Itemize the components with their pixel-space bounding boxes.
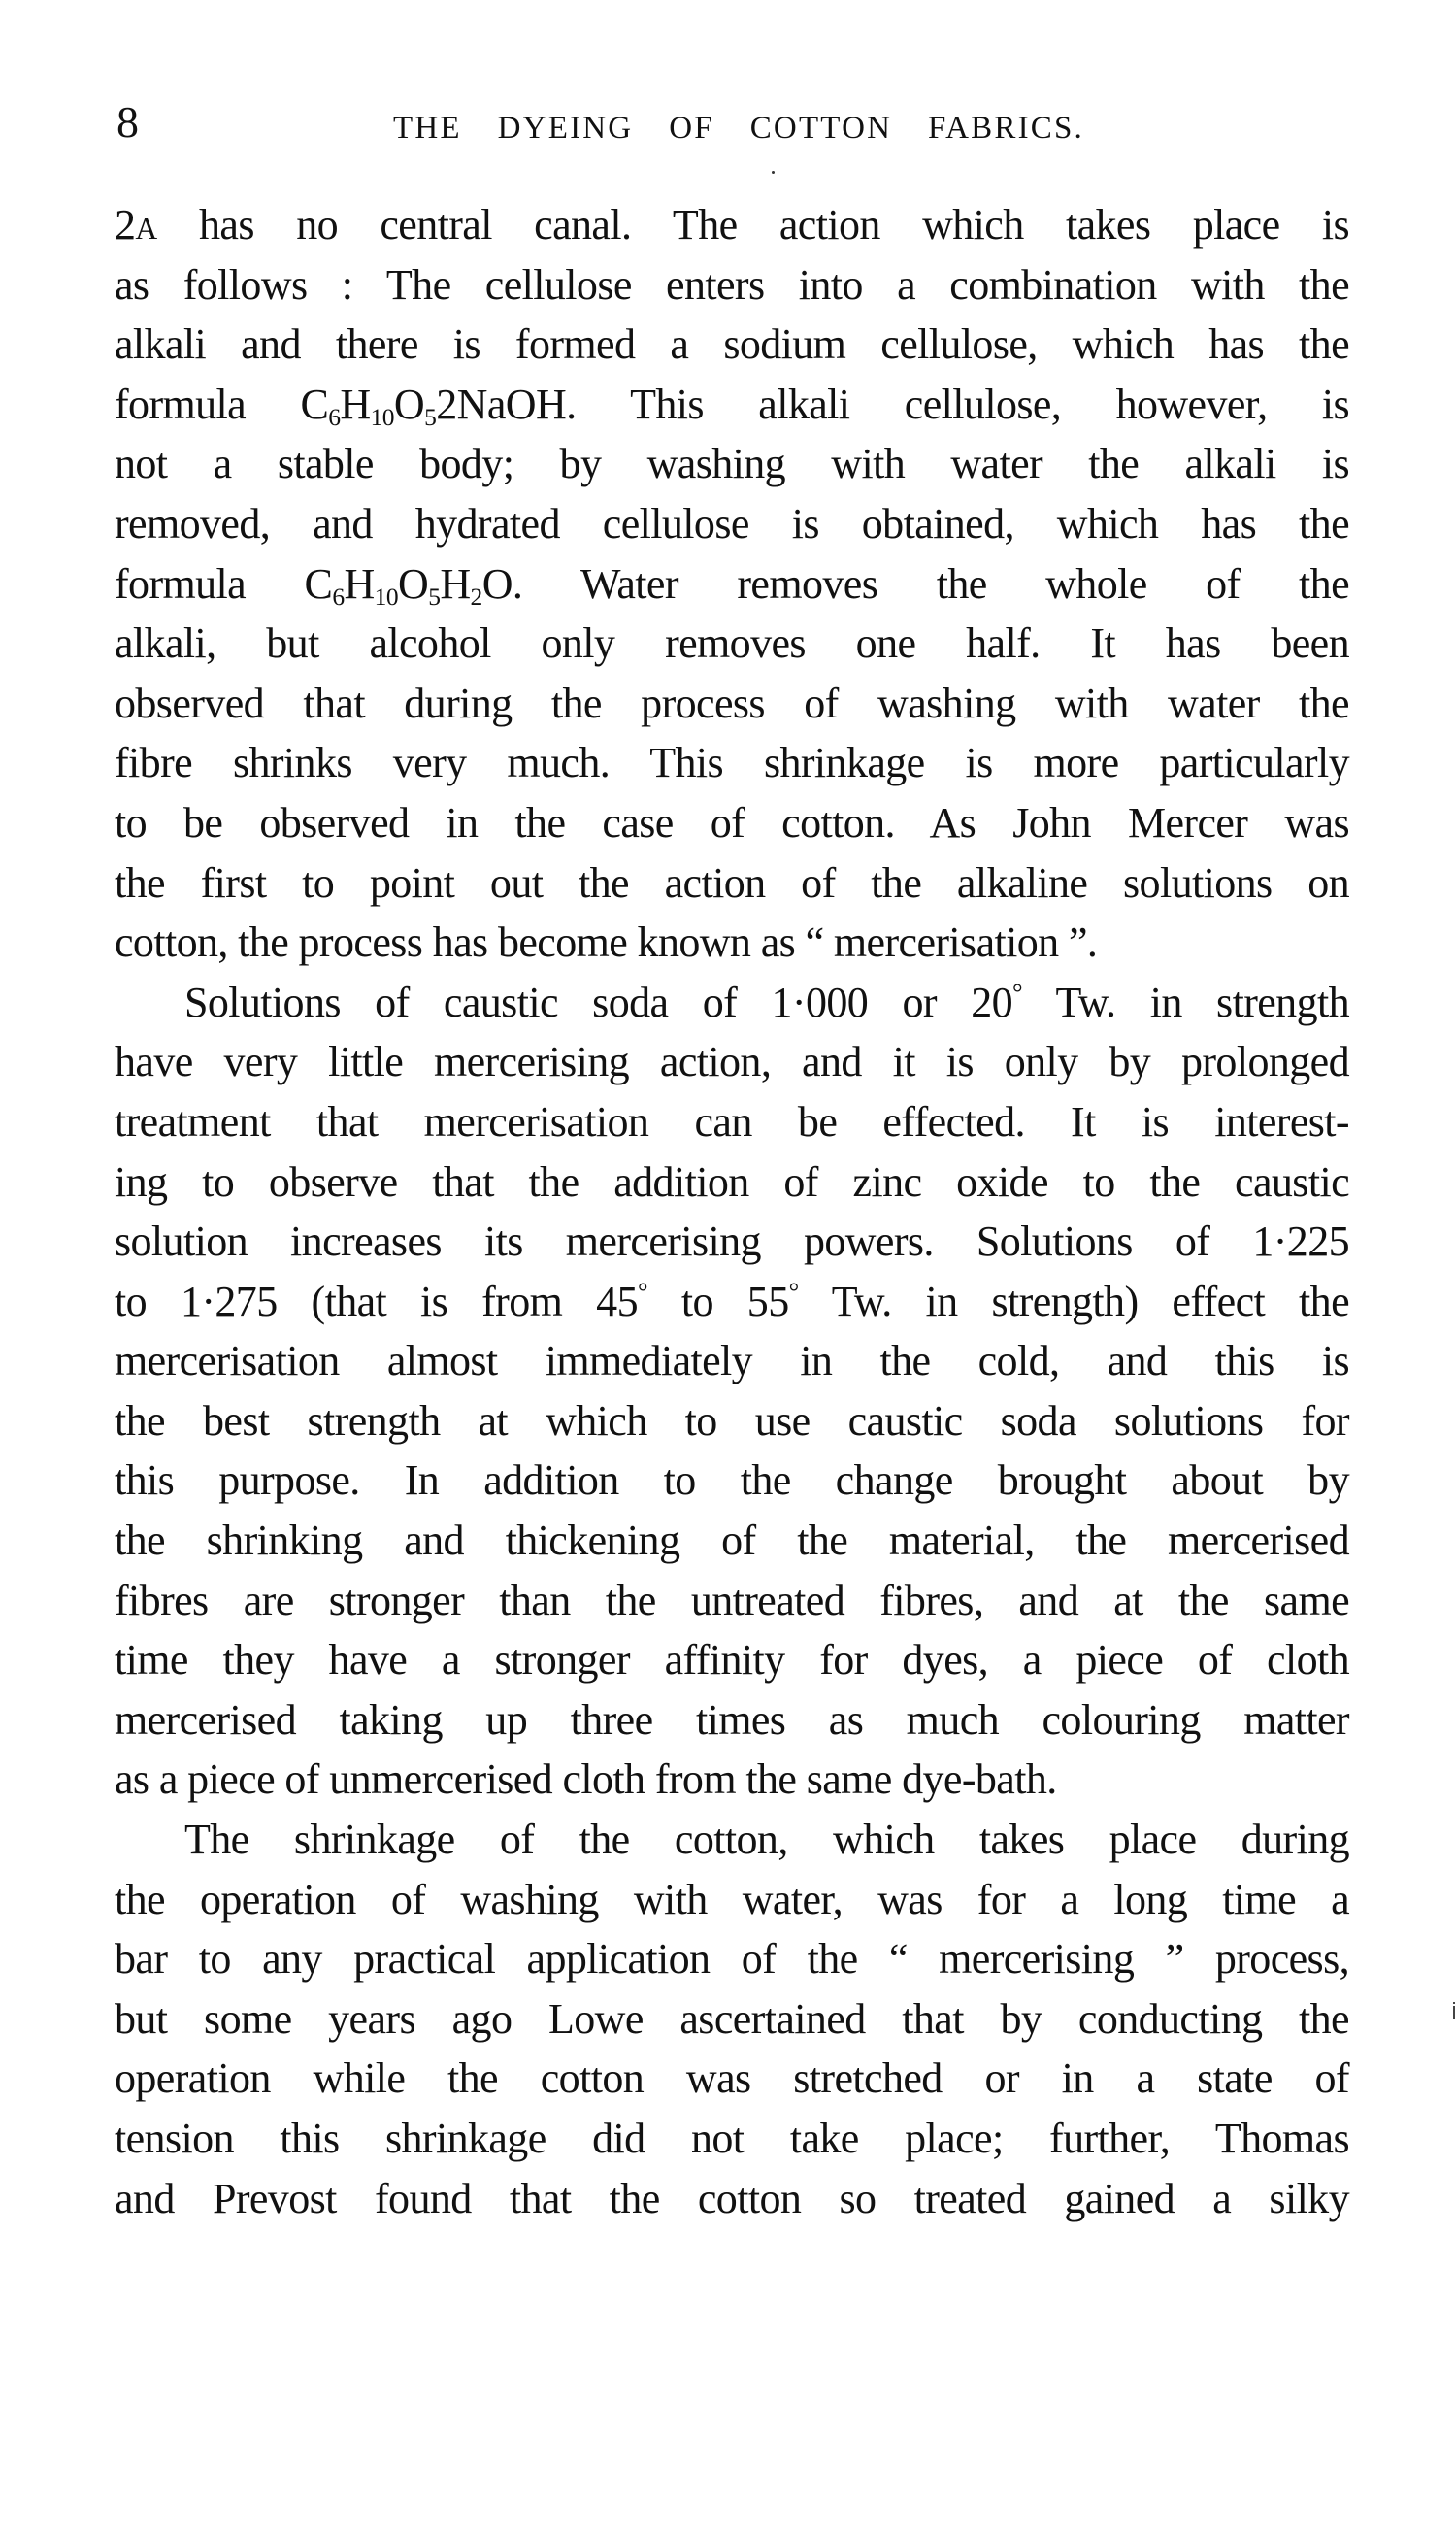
text-segment: removed, and hydrated cellulose is obtained, which has the (115, 499, 1349, 548)
text-line (115, 733, 1349, 793)
text-segment: have very little mercerising action, and it is only by prolonged (115, 1038, 1349, 1086)
text-segment: O (398, 559, 429, 608)
text-segment: Tw. in strength) effect the (798, 1277, 1350, 1325)
text-segment: treatment that mercerisation can be effected. It is interest- (115, 1097, 1349, 1146)
text-segment: 2NaOH. This alkali cellulose, however, is (436, 380, 1350, 428)
text-line (115, 2109, 1349, 2169)
subscript: 5 (424, 402, 437, 431)
text-line (115, 255, 1349, 316)
text-segment: the shrinking and thickening of the material, the mercerised (115, 1517, 1349, 1565)
text-segment: 2 (115, 201, 136, 249)
text-segment: mercerisation almost immediately in the cold, and this is (115, 1337, 1349, 1385)
text-line (115, 1810, 1349, 1870)
text-segment: this purpose. In addition to the change brought about by (115, 1456, 1349, 1505)
text-segment: as follows : The cellulose enters into a combination with the (115, 260, 1349, 309)
text-line (115, 1511, 1349, 1571)
text-line (115, 1690, 1349, 1751)
text-segment: ing to observe that the addition of zinc oxide to the caustic (115, 1157, 1349, 1206)
text-line (115, 1630, 1349, 1690)
text-line (115, 1212, 1349, 1272)
text-segment: fibre shrinks very much. This shrinkage is more particularly (115, 739, 1349, 787)
subscript: 6 (328, 402, 341, 431)
subscript: 10 (374, 582, 398, 611)
subscript: 6 (332, 582, 345, 611)
text-segment: H (344, 559, 375, 608)
text-segment: alkali, but alcohol only removes one half. It has been (115, 619, 1349, 668)
text-line (115, 375, 1349, 435)
text-line (115, 973, 1349, 1033)
text-segment: to be observed in the case of cotton. As John Mercer was (115, 798, 1349, 847)
text-segment: and Prevost found that the cotton so treated gained a silky (115, 2174, 1349, 2222)
text-segment: time they have a stronger affinity for dyes, a piece of cloth (115, 1636, 1349, 1684)
text-line (115, 1451, 1349, 1511)
text-line (115, 2049, 1349, 2109)
page-number: 8 (116, 97, 139, 147)
text-line (115, 1571, 1349, 1631)
text-line (115, 1032, 1349, 1092)
text-segment: alkali and there is formed a sodium cellulose, which has the (115, 320, 1349, 369)
margin-mark (1453, 2006, 1455, 2019)
degree-sign: ° (637, 1276, 647, 1306)
text-line (115, 2169, 1349, 2229)
text-segment: the first to point out the action of the alkaline solutions on (115, 858, 1349, 907)
subscript: 2 (470, 582, 482, 611)
text-line (115, 1331, 1349, 1391)
text-segment: observed that during the process of washing with water the (115, 679, 1349, 727)
text-segment: formula C (115, 559, 333, 608)
text-line (115, 853, 1349, 914)
text-segment: The shrinkage of the cotton, which takes place during (184, 1816, 1349, 1864)
text-line (115, 913, 1349, 973)
text-segment: bar to any practical application of the “ mercerising ” process, (115, 1935, 1349, 1984)
text-line (115, 195, 1349, 255)
text-line (115, 494, 1349, 554)
text-segment: O. Water removes the whole of the (481, 559, 1350, 608)
text-segment: not a stable body; by washing with water the alkali is (115, 440, 1349, 488)
text-line (115, 1929, 1349, 1989)
text-line (115, 1272, 1349, 1332)
text-line (115, 1750, 1349, 1810)
text-segment: the best strength at which to use caustic soda solutions for (115, 1396, 1349, 1445)
text-segment: H (340, 380, 371, 428)
text-segment: A (135, 212, 157, 246)
text-segment: cotton, the process has become known as “ mercerisation ”. (115, 918, 1098, 967)
print-speck (772, 171, 775, 174)
text-line (115, 554, 1349, 615)
degree-sign: ° (788, 1276, 799, 1306)
text-segment: as a piece of unmercerised cloth from the same dye-bath. (115, 1755, 1057, 1804)
text-line (115, 434, 1349, 494)
text-segment: mercerised taking up three times as much colouring matter (115, 1695, 1349, 1744)
text-line (115, 315, 1349, 375)
text-line (115, 793, 1349, 853)
degree-sign: ° (1012, 977, 1022, 1007)
text-segment: Solutions of caustic soda of 1·000 or 20 (184, 978, 1013, 1026)
text-segment: fibres are stronger than the untreated fibres, and at the same (115, 1576, 1349, 1624)
text-segment: to 55 (646, 1277, 789, 1325)
text-segment: the operation of washing with water, was for a long time a (115, 1875, 1349, 1923)
text-segment: solution increases its mercerising powers. Solutions of 1·225 (115, 1217, 1349, 1266)
text-line (115, 1989, 1349, 2050)
text-segment: but some years ago Lowe ascertained that by conducting the (115, 1994, 1349, 2043)
text-line (115, 1092, 1349, 1152)
text-segment: to 1·275 (that is from 45 (115, 1277, 638, 1325)
text-segment: Tw. in strength (1021, 978, 1349, 1026)
text-segment: formula C (115, 380, 329, 428)
text-segment: operation while the cotton was stretched or in a state of (115, 2054, 1349, 2103)
margin-speck (1453, 2002, 1455, 2004)
text-line (115, 1391, 1349, 1451)
text-line (115, 1870, 1349, 1930)
text-line (115, 1152, 1349, 1213)
text-line (115, 674, 1349, 734)
text-segment: O (393, 380, 425, 428)
body-text (115, 195, 1349, 2228)
text-segment: has no central canal. The action which takes place is (156, 201, 1349, 249)
subscript: 5 (428, 582, 441, 611)
text-segment: H (440, 559, 471, 608)
text-line (115, 614, 1349, 674)
running-title: THE DYEING OF COTTON FABRICS. (393, 111, 1084, 146)
text-segment: tension this shrinkage did not take place; further, Thomas (115, 2115, 1349, 2162)
subscript: 10 (370, 402, 394, 431)
